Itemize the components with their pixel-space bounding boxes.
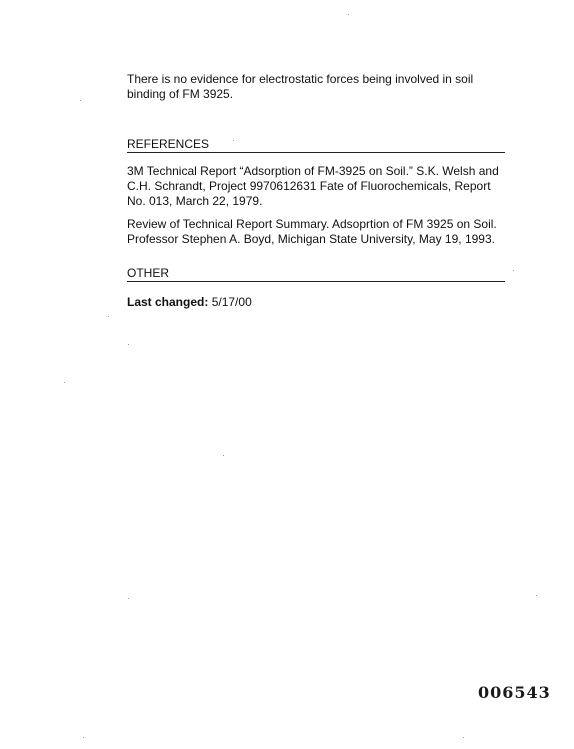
scan-speck <box>348 14 349 15</box>
scan-speck <box>108 316 109 317</box>
scan-speck <box>128 598 129 599</box>
scan-speck <box>64 382 65 383</box>
last-changed-label: Last changed: <box>127 295 209 309</box>
scan-speck <box>83 737 84 738</box>
scan-speck <box>463 737 464 738</box>
other-heading: OTHER <box>127 266 505 282</box>
scan-speck <box>233 140 234 141</box>
reference-item-2: Review of Technical Report Summary. Adsoprtion of FM 3925 on Soil. Professor Stephen A. Boyd, Michigan State University, May 19, 1993. <box>127 217 497 246</box>
scan-speck <box>513 270 514 271</box>
scan-speck <box>223 455 224 456</box>
last-changed-line <box>127 295 507 310</box>
page-number-stamp: 006543 <box>478 683 551 702</box>
reference-item-1: 3M Technical Report “Adsorption of FM-3925 on Soil.” S.K. Welsh and C.H. Schrandt, Project 9970612631 Fate of Fluorochemicals, Report No. 013, March 22, 1979. <box>127 164 499 208</box>
intro-paragraph: There is no evidence for electrostatic forces being involved in soil binding of FM 3925. <box>127 72 474 101</box>
references-heading: REFERENCES <box>127 137 505 153</box>
scan-speck <box>80 100 81 101</box>
scan-speck <box>536 595 537 596</box>
scan-speck <box>128 344 129 345</box>
last-changed-value: 5/17/00 <box>211 295 252 309</box>
